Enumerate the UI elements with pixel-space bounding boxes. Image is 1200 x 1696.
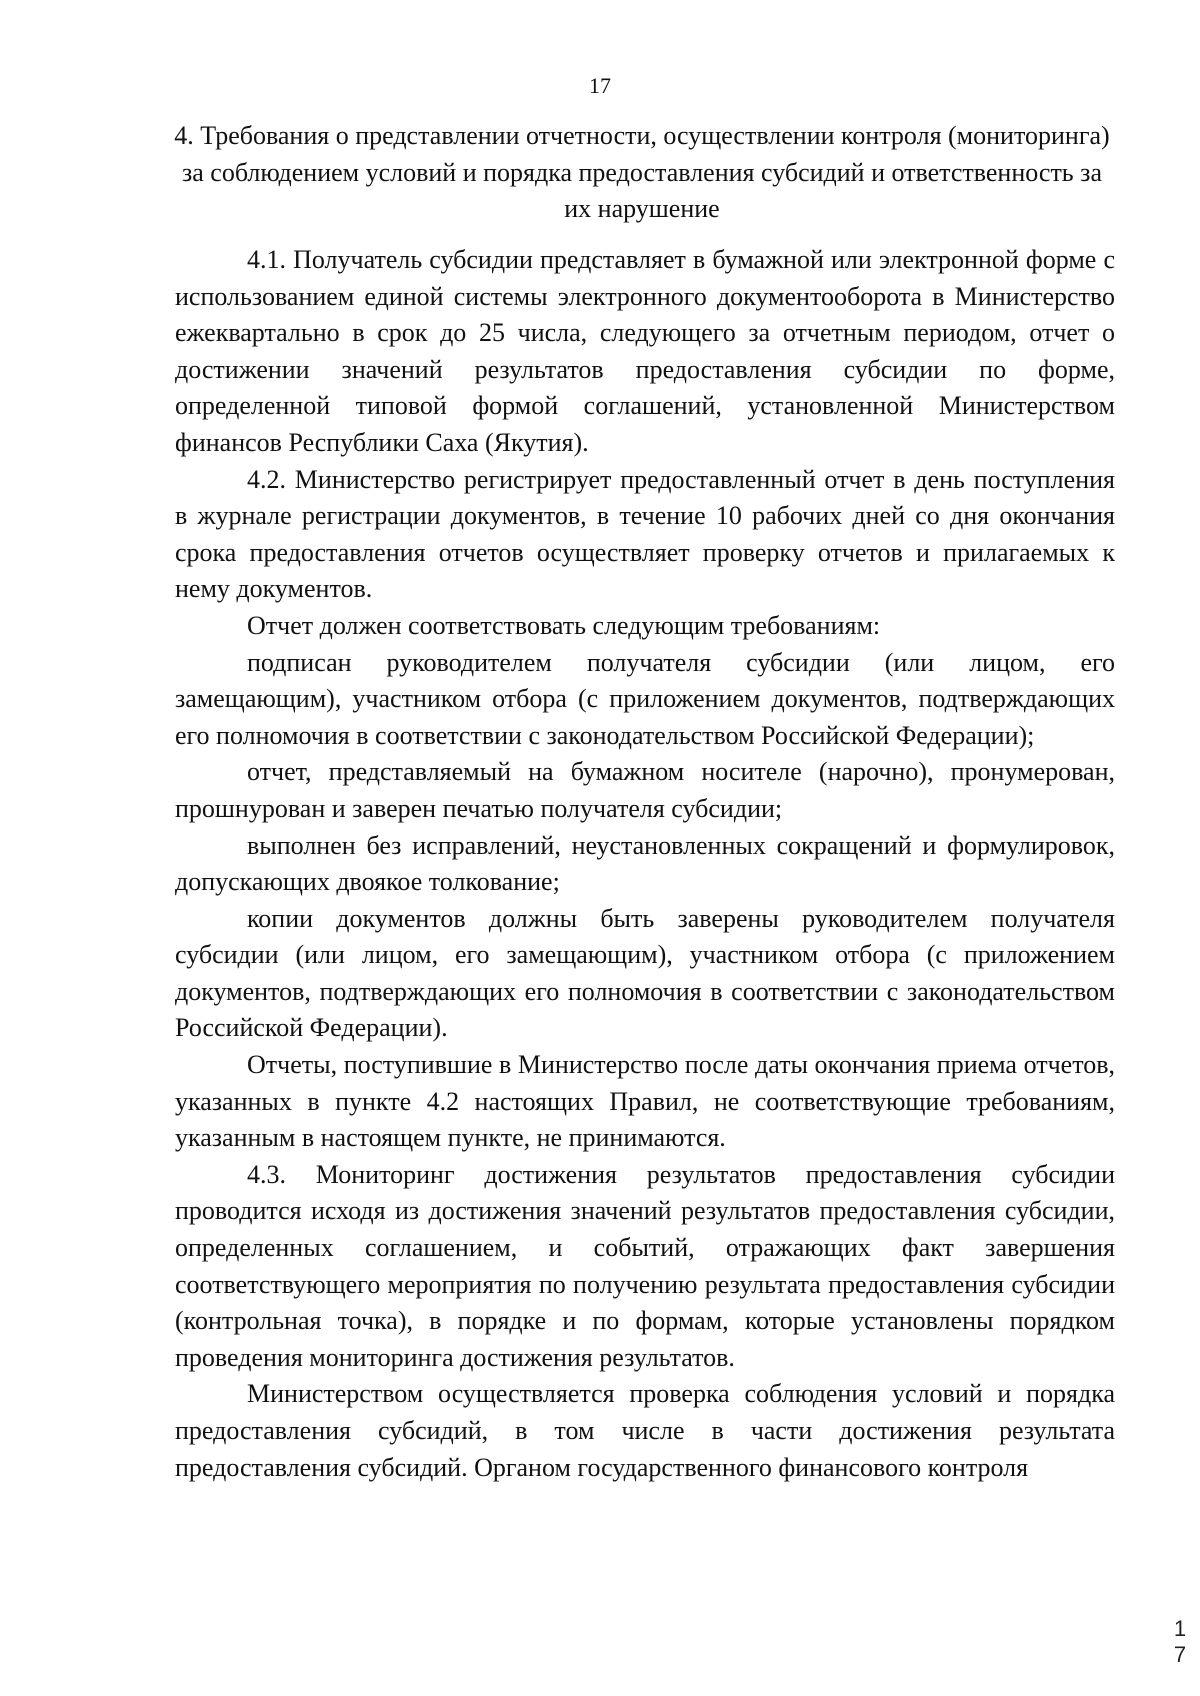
margin-stamp-digit: 7 <box>1173 1642 1187 1667</box>
paragraph-4-2: 4.2. Министерство регистрирует предоставленный отчет в день поступления в журнале регистрации документов, в течение 10 рабочих дней со дня окончания срока предоставления отчетов осуществляет проверку отчетов и прилагаемых к нему документов. <box>175 464 1115 604</box>
paragraph-signed: подписан руководителем получателя субсидии (или лицом, его замещающим), участником отбора (с приложением документов, подтверждающих его полномочия в соответствии с законодательством Российской Федерации); <box>175 647 1115 750</box>
paragraph-4-3: 4.3. Мониторинг достижения результатов предоставления субсидии проводится исходя из достижения значений результатов предоставления субсидии, определенных соглашением, и событий, отражающих факт завершения соответствующего мероприятия по получению результата предоставления субсидии (контрольная точка), в порядке и по формам, которые установлены порядком проведения мониторинга достижения результатов. <box>175 1159 1115 1372</box>
paragraph-ministry-check: Министерством осуществляется проверка соблюдения условий и порядка предоставления субсидий, в том числе в части достижения результата предоставления субсидий. Органом государственного финансового контроля <box>175 1379 1115 1482</box>
page-number: 17 <box>589 73 611 98</box>
paragraph-copies-certified: копии документов должны быть заверены руководителем получателя субсидии (или лицом, его замещающим), участником отбора (с приложением документов, подтверждающих его полномочия в соответствии с законодательством Российской Федерации). <box>175 903 1115 1043</box>
margin-page-stamp <box>1170 1616 1190 1696</box>
margin-stamp-digit: 1 <box>1173 1616 1187 1641</box>
paragraph-paper-report: отчет, представляемый на бумажном носителе (нарочно), пронумерован, прошнурован и заверен печатью получателя субсидии; <box>175 757 1115 823</box>
paragraph-4-1: 4.1. Получатель субсидии представляет в бумажной или электронной форме с использованием единой системы электронного документооборота в Министерство ежеквартально в срок до 25 числа, следующего за отчетным периодом, отчет о достижении значений результатов предоставления субсидии по форме, определенной типовой формой соглашений, установленной Министерством финансов Республики Саха (Якутия). <box>175 245 1115 457</box>
section-body <box>175 242 1115 1486</box>
paragraph-report-requirements: Отчет должен соответствовать следующим требованиям: <box>247 610 881 640</box>
paragraph-no-corrections: выполнен без исправлений, неустановленных сокращений и формулировок, допускающих двоякое толкование; <box>175 830 1115 897</box>
section-heading: 4. Требования о представлении отчетности, осуществлении контроля (мониторинга) за соблюдением условий и порядка предоставления субсидий и ответственность за их нарушение <box>174 121 1110 223</box>
paragraph-late-reports: Отчеты, поступившие в Министерство после даты окончания приема отчетов, указанных в пункте 4.2 настоящих Правил, не соответствующие требованиям, указанным в настоящем пункте, не принимаются. <box>175 1050 1115 1153</box>
